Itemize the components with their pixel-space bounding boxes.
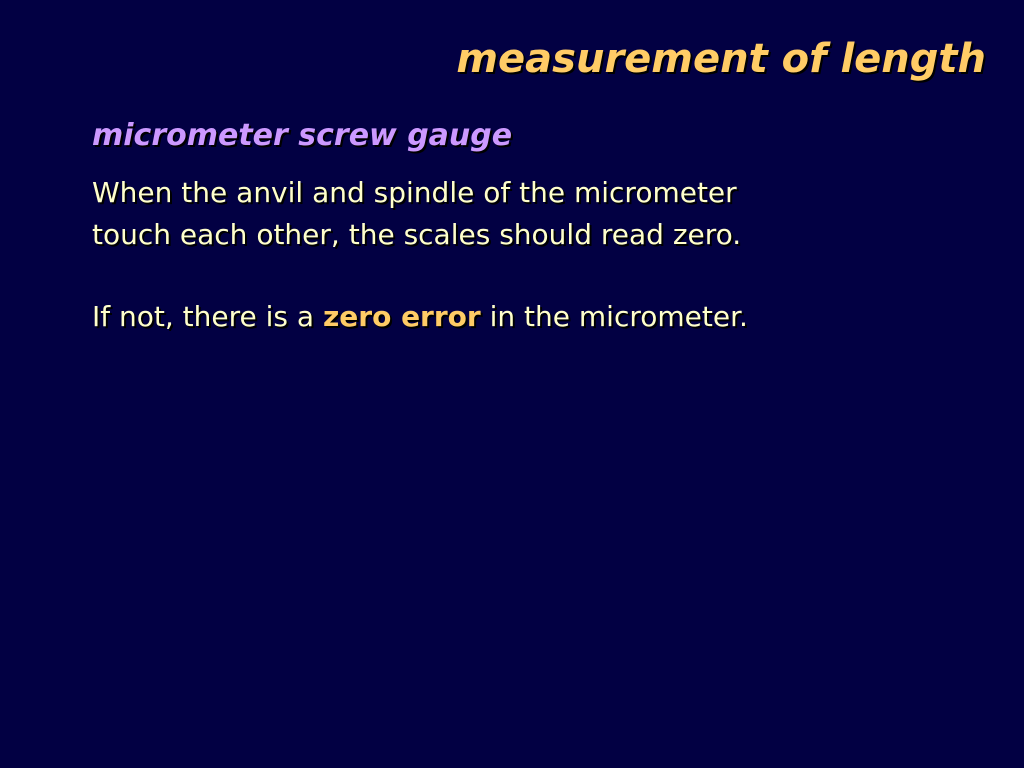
zero-error-emphasis: zero error <box>322 300 481 333</box>
slide-subtitle: micrometer screw gauge <box>92 118 513 153</box>
paragraph-2-after: in the micrometer. <box>480 300 748 333</box>
paragraph-spacer <box>92 256 972 296</box>
paragraph-1-line-1: When the anvil and spindle of the micrometer <box>92 176 737 209</box>
paragraph-2 <box>92 296 972 338</box>
slide-title: measurement of length <box>456 36 986 82</box>
paragraph-2-before: If not, there is a <box>92 300 323 333</box>
paragraph-1 <box>92 172 972 256</box>
paragraph-1-line-2: touch each other, the scales should read zero. <box>92 218 742 251</box>
slide-body <box>92 172 972 338</box>
